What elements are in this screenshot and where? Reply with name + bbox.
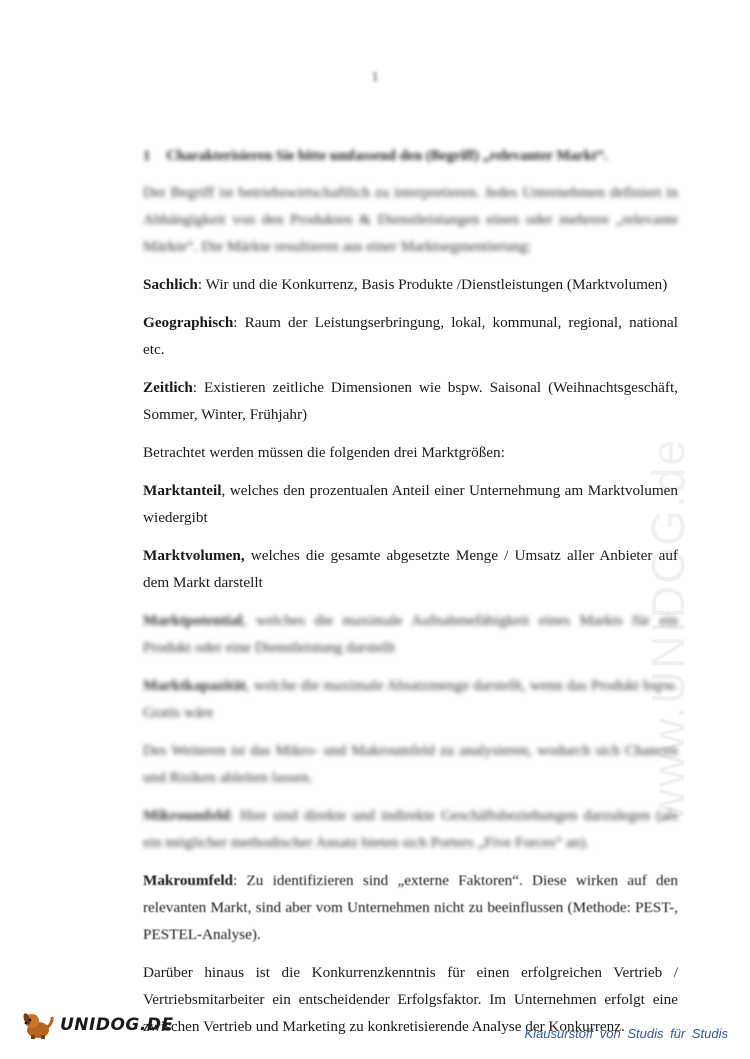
page-number: 1 — [371, 70, 379, 85]
text-marktkapazitaet: , welche die maximale Absatzmenge darstellt, wenn das Produkt bspw. Gratis wäre — [143, 677, 678, 721]
heading-number: 1 — [143, 148, 151, 164]
term-zeitlich: Zeitlich — [143, 379, 193, 396]
paragraph-sachlich — [143, 271, 678, 298]
term-marktkapazitaet: Marktkapazität — [143, 677, 246, 694]
term-geographisch: Geographisch — [143, 314, 234, 331]
text-geographisch: : Raum der Leistungserbringung, lokal, kommunal, regional, national etc. — [143, 314, 678, 358]
text-zeitlich: : Existieren zeitliche Dimensionen wie bspw. Saisonal (Weihnachtsgeschäft, Sommer, Winter, Frühjahr) — [143, 379, 678, 423]
term-marktvolumen: Marktvolumen, — [143, 547, 245, 564]
term-sachlich: Sachlich — [143, 276, 198, 293]
term-marktanteil: Marktanteil — [143, 482, 222, 499]
text-sachlich: : Wir und die Konkurrenz, Basis Produkte /Dienstleistungen (Marktvolumen) — [197, 276, 668, 293]
question-heading — [143, 148, 678, 165]
document-body — [143, 148, 678, 1051]
paragraph-zeitlich — [143, 374, 678, 428]
dog-mascot-icon — [22, 1010, 56, 1040]
term-makroumfeld: Makroumfeld — [143, 872, 233, 889]
paragraph-marktpotential — [143, 607, 678, 661]
paragraph-makroumfeld — [143, 867, 678, 948]
heading-text: Charakterisieren Sie bitte umfassend den (Begriff) „relevanter Markt“. — [166, 148, 608, 164]
paragraph-mikroumfeld — [143, 802, 678, 856]
paragraph-marktkapazitaet — [143, 672, 678, 726]
paragraph-marktanteil — [143, 477, 678, 531]
footer-slogan: Klausurstoff von Studis für Studis — [524, 1026, 728, 1041]
paragraph-analyse: Des Weiteren ist das Mikro- und Makroumfeld zu analysieren, wodurch sich Chancen und Risiken ableiten lassen. — [143, 742, 678, 786]
term-marktpotential: Marktpotential — [143, 612, 243, 629]
term-mikroumfeld: Mikroumfeld — [143, 807, 230, 824]
intro-paragraph: Der Begriff ist betriebswirtschaftlich zu interpretieren. Jedes Unternehmen definiert in Abhängigkeit von den Produkten & Dienstleistungen einen oder mehrere „relevante Märkte“. Die Märkte resultieren aus einer Marktsegmentierung: — [143, 184, 678, 255]
text-marktpotential: , welches die maximale Aufnahmefähigkeit eines Markts für ein Produkt oder eine Dienstleistung darstellt — [143, 612, 678, 656]
paragraph-marktgroessen: Betrachtet werden müssen die folgenden drei Marktgrößen: — [143, 444, 505, 461]
text-marktanteil: , welches den prozentualen Anteil einer Unternehmung am Marktvolumen wiedergibt — [143, 482, 678, 526]
unidog-logo[interactable] — [22, 1010, 174, 1040]
text-makroumfeld: : Zu identifizieren sind „externe Faktoren“. Diese wirken auf den relevanten Markt, sind aber vom Unternehmen nicht zu beeinflussen (Methode: PEST-, PESTEL-Analyse). — [143, 872, 678, 943]
text-mikroumfeld: : Hier sind direkte und indirekte Geschäftsbeziehungen darzulegen (als ein möglicher methodischer Ansatz bieten sich Porters „Five Forces“ an). — [143, 807, 678, 851]
logo-text: UNIDOG.DE — [60, 1015, 174, 1035]
text-marktvolumen: welches die gesamte abgesetzte Menge / Umsatz aller Anbieter auf dem Markt darstellt — [143, 547, 678, 591]
paragraph-geographisch — [143, 309, 678, 363]
paragraph-konkurrenz: Darüber hinaus ist die Konkurrenzkenntnis für einen erfolgreichen Vertrieb / Vertriebsmitarbeiter ein entscheidender Erfolgsfaktor. Im Unternehmen erfolgt eine zwischen Vertrieb und Marketing zu konkretisierende Analyse der Konkurrenz. — [143, 964, 678, 1035]
watermark: www.UNIDOG.de — [642, 438, 694, 822]
paragraph-marktvolumen — [143, 542, 678, 596]
